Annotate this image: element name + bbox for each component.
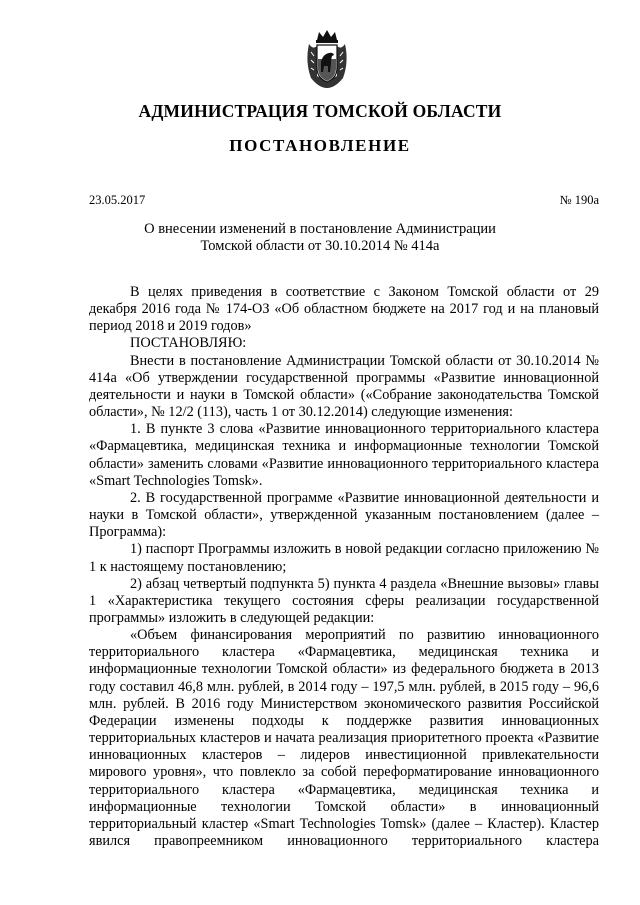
body-paragraph: 2) абзац четвертый подпункта 5) пункта 4 раздела «Внешние вызовы» главы 1 «Характеристика текущего состояния сферы реализации государственной программы» изложить в следующей редакции:	[89, 575, 599, 626]
subject-line: Томской области от 30.10.2014 № 414а	[200, 238, 440, 254]
body-paragraph: ПОСТАНОВЛЯЮ:	[130, 335, 247, 352]
body-paragraph: 2. В государственной программе «Развитие инновационной деятельности и науки в Томской области», утвержденной указанным постановлением (далее – Программа):	[89, 489, 599, 541]
body-paragraph: 1. В пункте 3 слова «Развитие инновационного территориального кластера «Фармацевтика, медицинская техника и информационные технологии Томской области» заменить словами «Развитие инновационного территориального кластера «Smart Technologies Tomsk».	[89, 421, 599, 489]
body-paragraph: Внести в постановление Администрации Томской области от 30.10.2014 № 414а «Об утверждении государственной программы «Развитие инновационной деятельности и науки в Томской области» («Собрание законодательства Томской области», № 12/2 (113), часть 1 от 30.12.2014) следующие изменения:	[89, 352, 599, 421]
document-body	[89, 284, 599, 850]
body-paragraph: «Объем финансирования мероприятий по развитию инновационного территориального кластера «Фармацевтика, медицинская техника и информационные технологии Томской области» из федерального бюджета в 2013 году составил 46,8 млн. рублей, в 2014 году – 197,5 млн. рублей, в 2015 году – 96,6 млн. рублей. В 2016 году Министерством экономического развития Российской Федерации изменены подходы к поддержке развития инновационных территориальных кластеров и начата реализация приоритетного проекта «Развитие инновационных кластеров – лидеров инвестиционной привлекательности мирового уровня», что повлекло за собой переформатирование инновационного территориального кластера «Фармацевтика, медицинская техника и информационные технологии Томской области» в инновационный территориальный кластер «Smart Technologies Tomsk» (далее – Кластер). Кластер явился правопреемником инновационного территориального кластера	[89, 627, 599, 849]
coat-of-arms-emblem	[303, 28, 351, 90]
document-number: № 190а	[559, 193, 599, 207]
document-type: ПОСТАНОВЛЕНИЕ	[229, 136, 411, 155]
organization-name: АДМИНИСТРАЦИЯ ТОМСКОЙ ОБЛАСТИ	[138, 101, 502, 121]
body-paragraph: 1) паспорт Программы изложить в новой редакции согласно приложению № 1 к настоящему постановлению;	[89, 541, 599, 575]
subject-line: О внесении изменений в постановление Администрации	[144, 221, 496, 237]
body-paragraph: В целях приведения в соответствие с Законом Томской области от 29 декабря 2016 года № 174-ОЗ «Об областном бюджете на 2017 год и на плановый период 2018 и 2019 годов»	[89, 284, 599, 335]
document-date: 23.05.2017	[89, 193, 146, 207]
document-subject	[0, 221, 640, 255]
